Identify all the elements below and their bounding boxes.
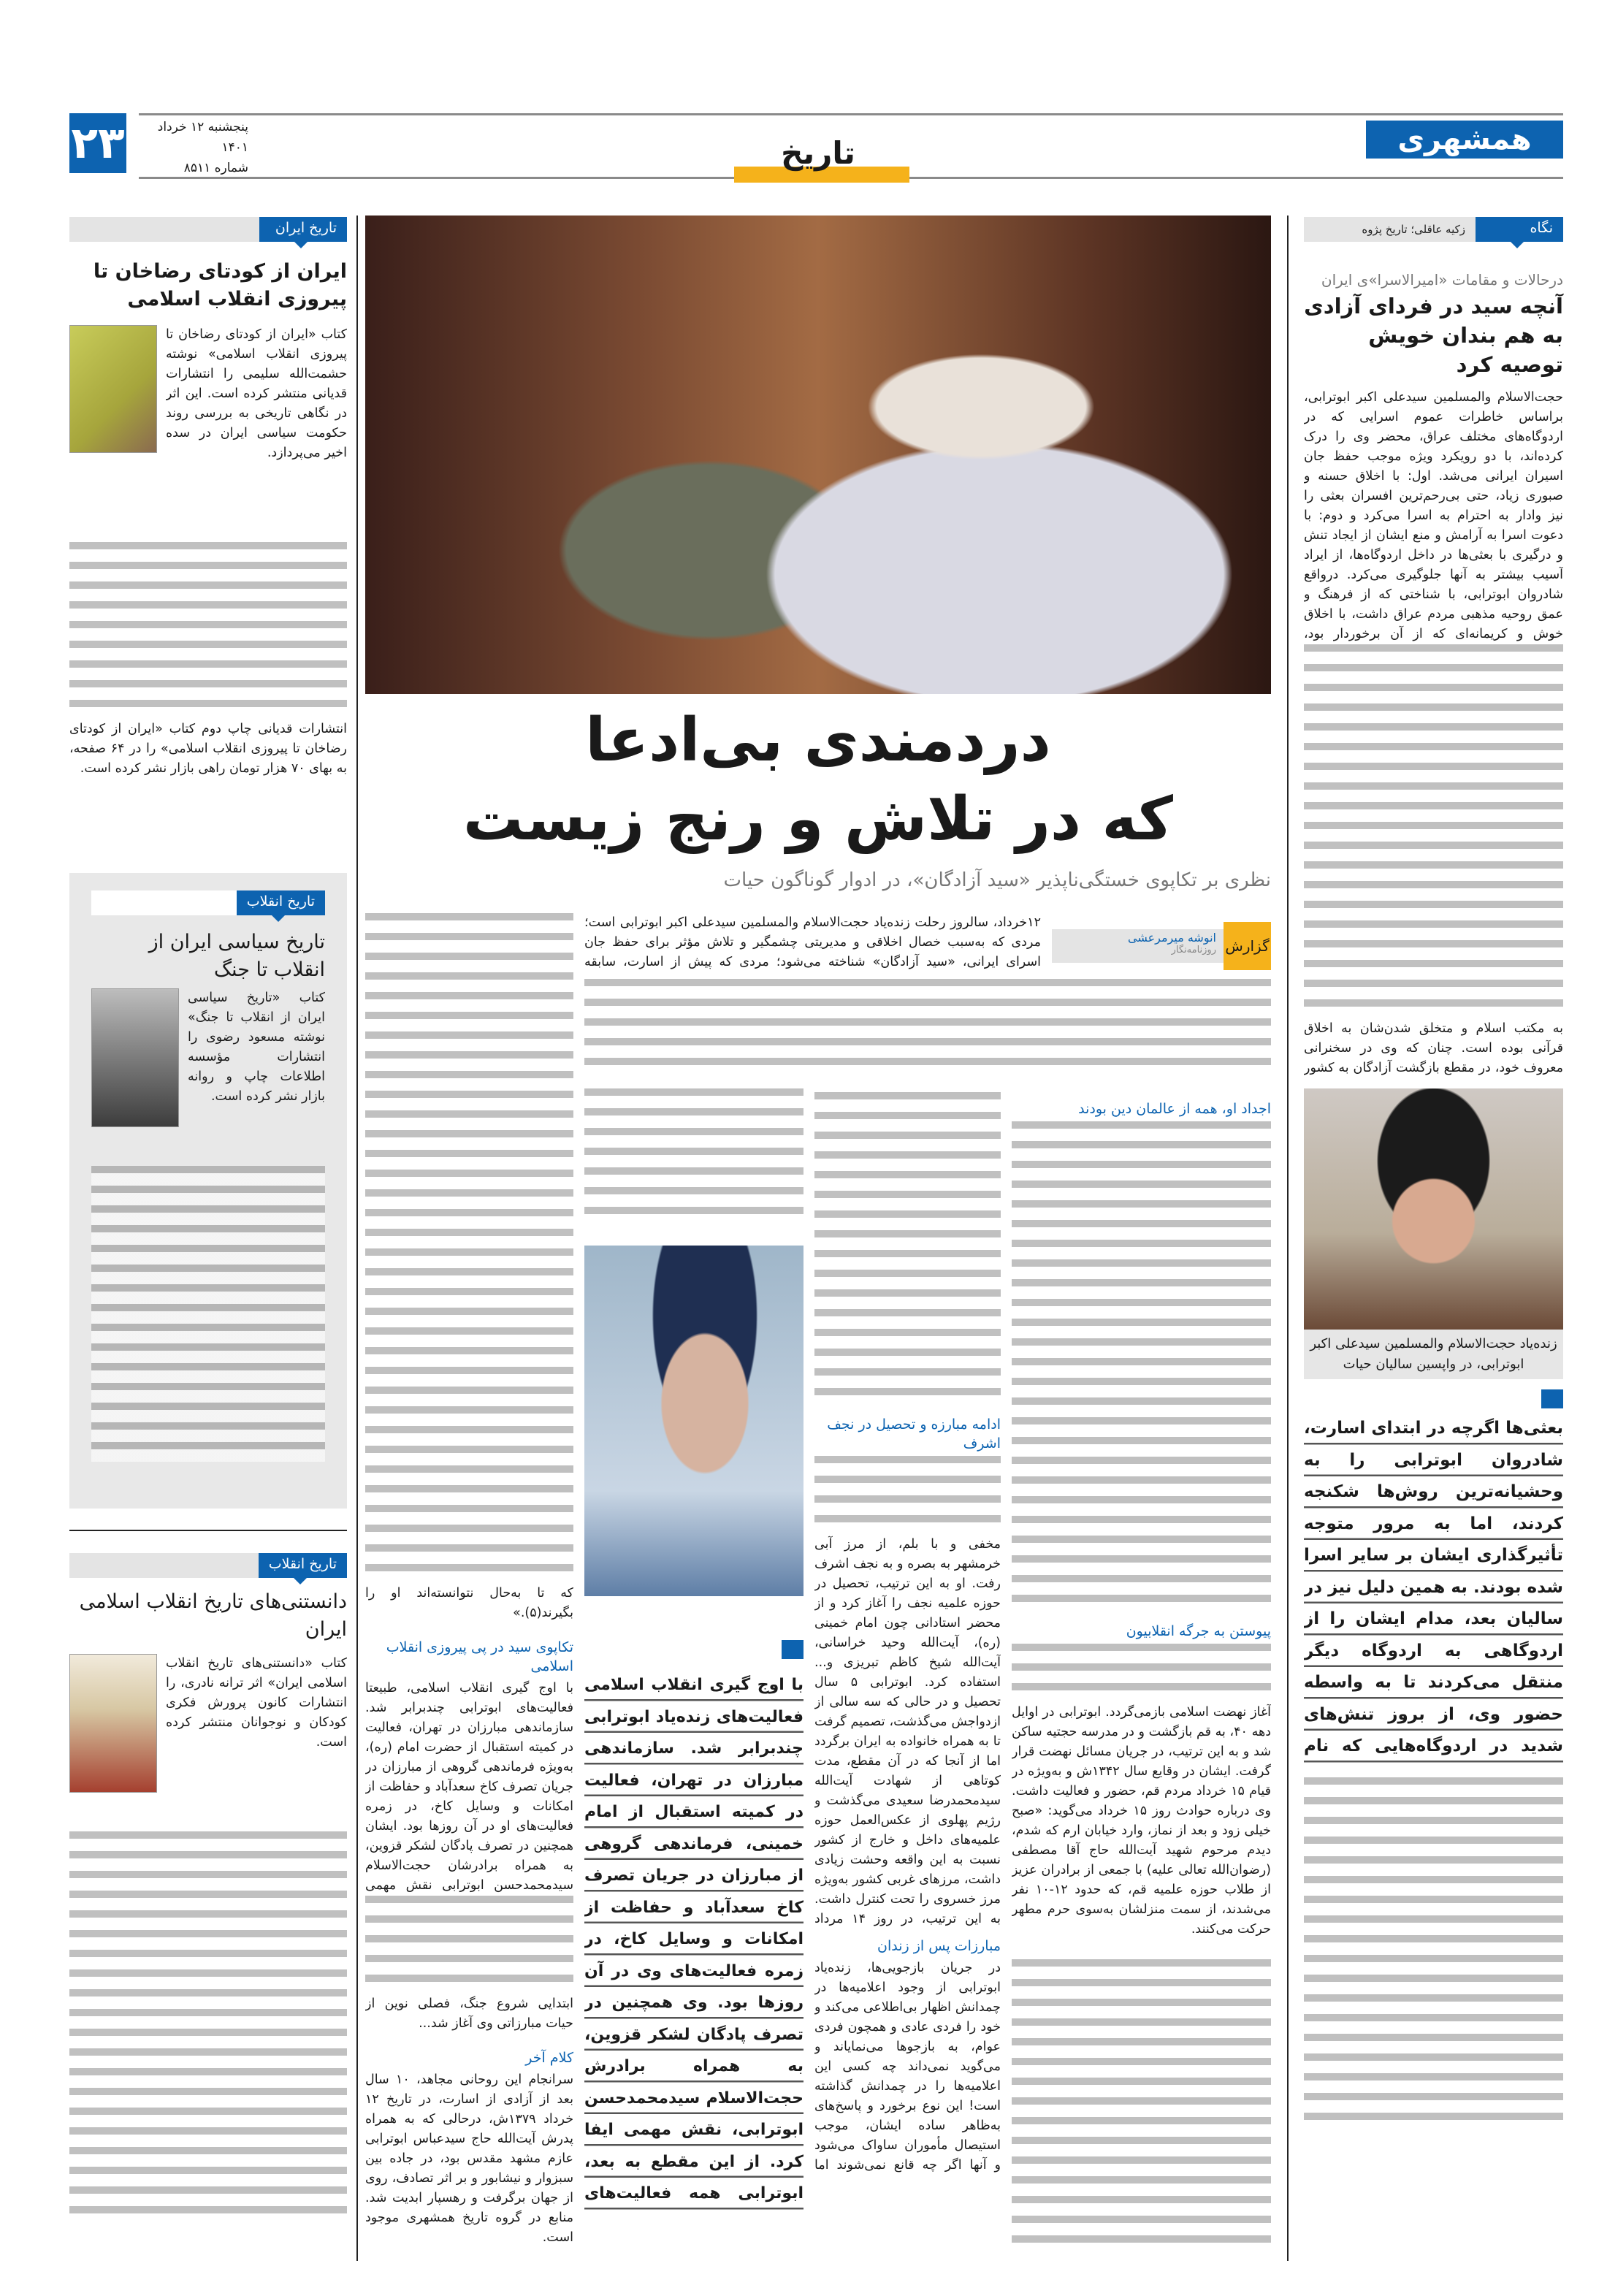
author: زکیه عاقلی؛ تاریخ پژوه <box>1362 223 1465 236</box>
issue-info <box>139 117 248 178</box>
pull-quote: بعثی‌ها اگرچه در ابتدای اسارت، شادروان ابوترابی را به وحشیانه‌ترین روش‌ها شکنجه کردند، اما به مرور متوجه تأثیرگذاری ایشان بر سایر اسرا شده بودند. به همین دلیل نیز در سالیان بعد، مدام ایشان را از اردوگاهی به اردوگاه دیگر منتقل می‌کردند تا به واسطه حضور وی، از بروز تنش‌های شدید در اردوگاه‌هایی که نام <box>1304 1413 1563 1763</box>
text-lines <box>584 1088 804 1227</box>
subheading: کلام آخر <box>525 2050 573 2066</box>
tag-bar <box>69 1553 347 1578</box>
subheading: مبارزات پس از زندان <box>877 1938 1001 1954</box>
paragraph: ابتدایی شروع جنگ، فصلی نوین از حیات مبارزاتی وی آغاز شد... <box>365 1996 573 2031</box>
paragraph: در جریان بازجویی‌ها، زنده‌یاد ابوترابی از وجود اعلامیه‌ها در چمدانش اظهار بی‌اطلاعی می‌کند و خود را فردی عادی و همچون فردی عوام، به بازجوها می‌نمایاند و می‌گوید نمی‌داند چه کسی این اعلامیه‌ها را در چمدانش گذاشته است! این نوع برخورد و پاسخ‌های به‌ظاهر ساده ایشان، موجب استیصال مأموران ساواک می‌شود و آنها اگر چه قانع نمی‌شوند اما <box>814 1961 1001 2173</box>
photo-caption: زنده‌یاد حجت‌الاسلام والمسلمین سیدعلی اکبر ابوترابی، در واپسین سالیان حیات <box>1304 1330 1563 1379</box>
main-column-4 <box>365 913 573 2248</box>
text-lines <box>1304 1777 1563 2132</box>
column-divider <box>356 216 358 2261</box>
page-number: ۲۳ <box>69 113 126 173</box>
column-divider <box>1287 216 1289 2261</box>
author-role: روزنامه‌نگار <box>1171 945 1216 956</box>
paragraph: به مکتب اسلام و متخلق شدن‌شان به اخلاق قرآنی بوده است. چنان که وی در سخنرانی معروف خود، در مقطع بازگشت آزادگان به کشور <box>1304 1021 1563 1075</box>
box-title: تاریخ سیاسی ایران از انقلاب تا جنگ <box>148 931 325 981</box>
sources-note: منابع در گروه تاریخ همشهری موجود است. <box>365 2211 573 2245</box>
issue-number: شماره ۸۵۱۱ <box>183 161 248 175</box>
box-divider <box>69 1530 347 1531</box>
left-box-1 <box>69 217 347 798</box>
tag-bar <box>69 217 347 242</box>
headline <box>365 701 1271 859</box>
subheading: ادامه مبارزه و تحصیل در نجف اشرف <box>827 1416 1001 1452</box>
headline-line: که در تلاش و رنج زیست <box>463 785 1173 854</box>
main-photo <box>365 216 1271 694</box>
subtitle: نظری بر تکاپوی خستگی‌ناپذیر «سید آزادگان»، در ادوار گوناگون حیات <box>723 869 1271 891</box>
header-top-rule <box>139 113 1563 115</box>
main-column-2 <box>814 1092 1001 2175</box>
text-lines <box>1012 1121 1271 1614</box>
tag-bar <box>1304 217 1563 242</box>
box-title: ایران از کودتای رضاخان تا پیروزی انقلاب اسلامی <box>93 260 347 310</box>
author-name: انوشه میرمرعشی <box>1127 931 1216 945</box>
text-lines <box>1012 1644 1271 1703</box>
text-lines <box>69 542 347 720</box>
text-lines <box>584 979 1271 1078</box>
text-lines <box>814 1092 1001 1408</box>
tag-label: تاریخ انقلاب <box>259 1553 347 1578</box>
portrait-photo <box>1304 1088 1563 1330</box>
main-column-3 <box>584 1088 804 1227</box>
text-lines <box>1012 1959 1271 2255</box>
text-lines <box>91 1166 325 1462</box>
text-lines <box>1304 644 1563 1019</box>
box-text: کتاب «ایران از کودتای رضاخان تا پیروزی انقلاب اسلامی» نوشته حشمت‌الله سلیمی را انتشارات قدیانی منتشر کرده است. این اثر در نگاهی تاریخی به بررسی روند حکومت سیاسی ایران در سده اخیر می‌پردازد. <box>166 327 347 460</box>
book-cover <box>69 1654 157 1793</box>
box-text: کتاب «تاریخ سیاسی ایران از انقلاب تا جنگ» نوشته مسعود رضوی را انتشارات مؤسسه اطلاعات چاپ و روانه بازار نشر کرده است. <box>188 991 325 1104</box>
box-title: دانستنی‌های تاریخ انقلاب اسلامی ایران <box>79 1590 347 1641</box>
text-lines <box>365 1896 573 1994</box>
quote-marker <box>1541 1389 1563 1408</box>
main-column-1 <box>1012 1092 1271 2255</box>
paragraph: آغاز نهضت اسلامی بازمی‌گردد. ابوترابی در اوایل دهه ۴۰، به قم بازگشت و در مدرسه حجتیه ساکن شد و به این ترتیب، در جریان مسائل نهضت قرار گرفت. ایشان در وقایع سال ۱۳۴۲ش و به‌ویژه در قیام ۱۵ خرداد مردم قم، حضور و فعالیت داشت. وی درباره حوادث روز ۱۵ خرداد می‌گوید: «صبح خیلی زود و بعد از نماز، وارد خیابان ارم که شدم، دیدم مرحوم شهید آیت‌الله حاج آقا مصطفی (رضوان‌الله تعالی علیه) با جمعی از برادران عزیز از طلاب حوزه علمیه قم، که حدود ۱۲-۱۰ نفر می‌شدند، از سمت منزلشان به‌سوی حرم مطهر حرکت می‌کنند. <box>1012 1705 1271 1937</box>
subheading: پیوستن به جرگه انقلابیون <box>1126 1623 1271 1639</box>
paragraph: که تا به‌حال نتوانسته‌اند او را بگیرند(۵).» <box>365 1586 573 1620</box>
headline-line: دردمندی بی‌ادعا <box>585 706 1051 775</box>
byline <box>1052 922 1271 970</box>
report-label: گزارش <box>1224 922 1271 970</box>
tag-label: تاریخ ایران <box>259 217 347 242</box>
text-lines <box>69 1831 347 2226</box>
left-box-2 <box>69 873 347 1509</box>
kicker: درحالات و مقامات «امیرالاسرا»ی ایران <box>1321 271 1563 289</box>
subheading: تکاپوی سید در پی پیروزی انقلاب اسلامی <box>386 1639 573 1674</box>
book-cover <box>91 988 179 1127</box>
pull-quote: با اوج گیری انقلاب اسلامی فعالیت‌های زنده‌یاد ابوترابی چندبرابر شد. سازماندهی مبارزان در تهران، فعالیت در کمیته استقبال از امام خمینی، فرماندهی گروهی از مبارزان در جریان تصرف کاخ سعدآباد و حفاظت از امکانات و وسایل کاخ، در زمره فعالیت‌های وی در آن روزها بود. وی همچنین در تصرف پادگان لشکر قزوین، به همراه برادرش حجت‌الاسلام سیدمحمدحسن ابوترابی، نقش مهمی ایفا کرد. از این مقطع به بعد، ابوترابی همه فعالیت‌های <box>584 1669 804 2210</box>
text-lines <box>814 1456 1001 1535</box>
paragraph: سرانجام این روحانی مجاهد، ۱۰ سال بعد از آزادی از اسارت، در تاریخ ۱۲ خرداد ۱۳۷۹ش، درحالی که به همراه پدرش آیت‌الله حاج سیدعباس ابوترابی عازم مشهد مقدس بود، در جاده بین سبزوار و نیشابور و بر اثر تصادف، روی از جهان برگرفت و رهسپار ابدیت شد. <box>365 2072 573 2205</box>
paragraph: با اوج گیری انقلاب اسلامی، طبیعتا فعالیت‌های ابوترابی چندبرابر شد. سازماندهی مبارزان در تهران، فعالیت در کمیته استقبال از حضرت امام (ره)، به‌ویژه فرماندهی گروهی از مبارزان در جریان تصرف کاخ سعدآباد و حفاظت از امکانات و وسایل کاخ، در زمره فعالیت‌های او در آن روزها بود. ایشان همچنین در تصرف پادگان لشکر قزوین، به همراه برادرشان حجت‌الاسلام سیدمحمدحسن ابوترابی نقش مهمی <box>365 1681 573 1893</box>
tag-label: تاریخ انقلاب <box>237 890 325 915</box>
text-lines <box>365 913 573 1584</box>
book-cover <box>69 325 157 453</box>
intro-start: ۱۲خرداد، سالروز رحلت زنده‌یاد حجت‌الاسلام والمسلمین سیدعلی اکبر ابوترابی است؛ مردی که به‌سبب خصال اخلاقی و مدیریتی چشمگیر و تلاش مؤثر برای حفظ جان اسرای ایرانی، «سید آزادگان» شناخته می‌شود؛ مردی که پیش از اسارت، سابقه <box>584 915 1041 969</box>
section-title: تاریخ <box>781 135 855 171</box>
newspaper-logo: همشهری <box>1366 121 1563 159</box>
quote-marker <box>782 1640 804 1659</box>
paragraph: حجت‌الاسلام والمسلمین سیدعلی اکبر ابوترابی، براساس خاطرات عموم اسرایی که در اردوگاه‌های مختلف عراق، محضر وی را درک کرده‌اند، با دو رویکرد ویژه موجب حفظ جان اسیران ایرانی می‌شد. اول: با اخلاق حسنه و صبوری زیاد، حتی بی‌رحم‌ترین افسران بعثی را نیز وادار به احترام به اسرا می‌کرد و دوم: با دعوت اسرا به آرامش و منع ایشان از ایجاد تنش و درگیری با بعثی‌ها در داخل اردوگاه‌ها، از ایراد آسیب بیشتر به آنها جلوگیری می‌کرد. درواقع شادروان ابوترابی، با شناختی که از فرهنگ و عمق روحیه مذهبی مردم عراق داشت، با اخلاق خوش و کریمانه‌ای که از آن برخوردار بود، <box>1304 390 1563 641</box>
box-text: انتشارات قدیانی چاپ دوم کتاب «ایران از کودتای رضاخان تا پیروزی انقلاب اسلامی» را در ۶۴ صفحه، به بهای ۷۰ هزار تومان راهی بازار نشر کرده است. <box>69 722 347 776</box>
left-box-3 <box>69 1553 347 2226</box>
tag-bar <box>91 890 325 915</box>
paragraph: مخفی و با بلم، از مرز آبی خرمشهر به بصره و به نجف اشرف رفت. او به این ترتیب، تحصیل در حوزه علمیه نجف را آغاز کرد و از محضر استادانی چون امام خمینی (ره)، آیت‌الله وحید خراسانی، آیت‌الله شیخ کاظم تبریزی و... استفاده کرد. ابوترابی ۵ سال تحصیل و در حالی که سه سالی از ازدواجش می‌گذشت، تصمیم گرفت تا به همراه خانواده به ایران برگردد اما از آنجا که در آن مقطع، مدت کوتاهی از شهادت آیت‌الله سیدمحمدرضا سعیدی می‌گذشت و رژیم پهلوی از عکس‌العمل حوزه علمیه‌های داخل و خارج از کشور نسبت به این واقعه وحشت زیادی داشت، مرزهای غربی کشور به‌ویژه مرز خسروی را تحت کنترل داشت. به این ترتیب، در روز ۱۴ مرداد <box>814 1537 1001 1926</box>
box-text: کتاب «دانستنی‌های تاریخ انقلاب اسلامی ایران» اثر ترانه نادری، را انتشارات کانون پرورش فکری کودکان و نوجوانان منتشر کرده است. <box>166 1656 347 1750</box>
tag-label: نگاه <box>1476 217 1563 242</box>
secondary-photo <box>584 1246 804 1596</box>
subheading: اجداد او، همه از عالمان دین بودند <box>1078 1101 1271 1117</box>
author-box <box>1052 929 1224 963</box>
article-title: آنچه سید در فردای آزادی به هم بندان خویش توصیه کرد <box>1304 294 1563 377</box>
right-column-article <box>1304 217 1563 2132</box>
issue-date: پنجشنبه ۱۲ خرداد ۱۴۰۱ <box>157 120 248 155</box>
